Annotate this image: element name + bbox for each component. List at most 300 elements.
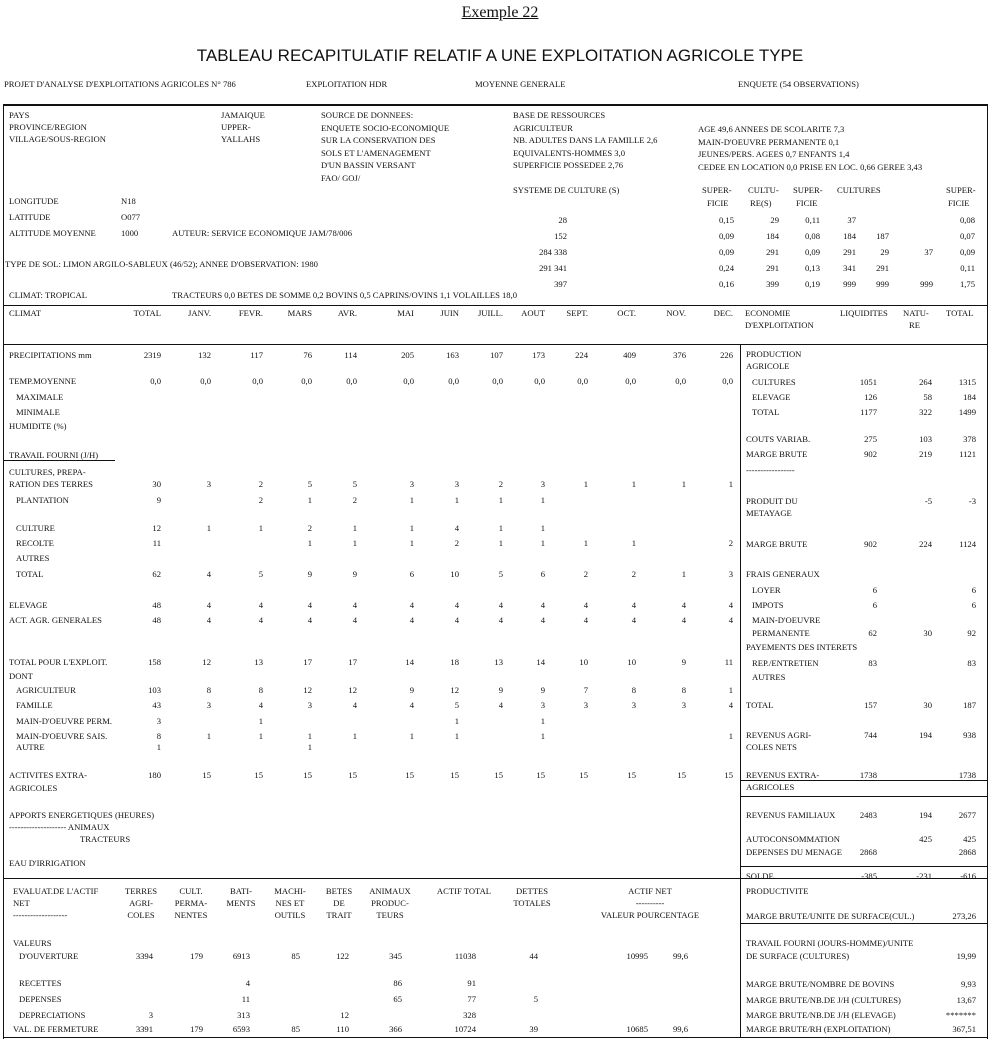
exemple-label: Exemple 22 [461, 4, 539, 21]
productivite-label: MARGE BRUTE/UNITE DE SURFACE(CUL.) [746, 911, 915, 921]
cell-value: 1 [258, 523, 263, 533]
actif-value: 11038 [454, 951, 476, 961]
economie-title: D'EXPLOITATION [745, 320, 814, 330]
economie-label: ----------------- [746, 465, 795, 475]
systeme-superficie: 0,16 [718, 279, 734, 289]
economie-label: LOYER [752, 585, 781, 595]
actif-value: 110 [336, 1024, 349, 1034]
economie-label: AUTOCONSOMMATION [746, 834, 840, 844]
cell-value: 13 [494, 657, 503, 667]
cell-value: 1 [540, 731, 545, 741]
latitude-label: LATITUDE [9, 212, 51, 222]
left-border [3, 104, 4, 1039]
base-line: AGRICULTEUR [513, 122, 573, 133]
actif-col-header: CULT. [179, 886, 203, 896]
productivite-label: MARGE BRUTE/RH (EXPLOITATION) [746, 1024, 891, 1034]
systeme-superficie3: 0,07 [959, 231, 975, 241]
actif-value: 345 [389, 951, 402, 961]
actif-col-header: AGRI- [129, 898, 153, 908]
cell-value: 62 [152, 569, 161, 579]
solde-rule [740, 866, 988, 867]
actif-col-header: TERRES [125, 886, 157, 896]
economie-total: 1121 [959, 449, 976, 459]
month-header: TOTAL [133, 308, 161, 318]
systeme-superficie3: 0,08 [959, 215, 975, 225]
cell-value: 48 [152, 600, 161, 610]
economie-label: IMPOTS [752, 600, 784, 610]
month-header: AVR. [337, 308, 357, 318]
cell-value: 4 [498, 600, 503, 610]
cell-value: 1 [540, 523, 545, 533]
cell-value: 15 [450, 770, 459, 780]
projet-label: PROJET D'ANALYSE D'EXPLOITATIONS AGRICOLES N° 786 [4, 79, 236, 89]
economie-label: REP./ENTRETIEN [752, 658, 819, 668]
cell-value: 1 [498, 495, 503, 505]
systeme-c1: 341 [843, 263, 856, 273]
systeme-c2: 291 [876, 263, 889, 273]
economie-label: CULTURES [752, 377, 796, 387]
cell-value: 1 [307, 731, 312, 741]
cell-value: 4 [728, 615, 733, 625]
actif-row-label: VAL. DE FERMETURE [13, 1024, 99, 1034]
cell-value: 1 [681, 569, 686, 579]
systeme-c1: 37 [847, 215, 856, 225]
actif-value: 44 [529, 951, 538, 961]
cell-value: 4 [206, 600, 211, 610]
systeme-code: 397 [554, 279, 567, 289]
right-border [987, 104, 988, 1039]
cell-value: 132 [198, 350, 211, 360]
cell-value: 0,0 [448, 376, 459, 386]
cell-value: 4 [454, 615, 459, 625]
cell-value: 1 [583, 538, 588, 548]
cell-value: 18 [450, 657, 459, 667]
cell-value: 12 [303, 685, 312, 695]
economie-liquidites: 2483 [859, 810, 877, 820]
actif-col-header: BETES [325, 886, 353, 896]
economie-liquidites: 6 [872, 585, 877, 595]
economie-label: REVENUS AGRI- [746, 730, 812, 740]
productivite-title: PRODUCTIVITE [746, 886, 809, 896]
cell-value: 1 [728, 731, 733, 741]
economie-nature: 425 [919, 834, 932, 844]
row-label: PLANTATION [16, 495, 69, 505]
cult-header: RE(S) [750, 198, 772, 208]
actif-col-header: TOTALES [513, 898, 551, 908]
actif-value: 6593 [232, 1024, 250, 1034]
cell-value: 0,0 [150, 376, 161, 386]
cell-value: 0,0 [492, 376, 503, 386]
cell-value: 3 [454, 479, 459, 489]
row-label: AGRICULTEUR [16, 685, 76, 695]
cell-value: 1 [307, 495, 312, 505]
sup2-header: SUPER- [793, 185, 823, 195]
source-line: D'UN BASSIN VERSANT [321, 160, 416, 170]
cell-value: 4 [258, 600, 263, 610]
economie-nature: 219 [919, 449, 932, 459]
cell-value: 17 [303, 657, 312, 667]
cell-value: 1 [352, 538, 357, 548]
cell-value: 10 [450, 569, 459, 579]
productivite-value: 19,99 [956, 951, 976, 961]
systeme-c1: 184 [843, 231, 856, 241]
systeme-code: 152 [554, 231, 567, 241]
economie-label: REVENUS EXTRA- [746, 770, 820, 780]
climat-title: CLIMAT [9, 308, 41, 318]
cell-value: 4 [540, 600, 545, 610]
cell-value: 117 [250, 350, 263, 360]
actif-value: 10995 [626, 951, 648, 961]
cell-value: 3 [307, 700, 312, 710]
actif-col-header: ---------- [635, 898, 665, 908]
cell-value: 1 [206, 731, 211, 741]
systeme-superficie2: 0,11 [805, 215, 820, 225]
economie-nature: 194 [919, 730, 932, 740]
row-label: CULTURES, PREPA- [9, 467, 86, 477]
row-label: TOTAL POUR L'EXPLOIT. [9, 657, 108, 667]
row-label: APPORTS ENERGETIQUES (HEURES) [9, 810, 155, 820]
economie-liquidites: -385 [861, 871, 877, 881]
cell-value: 2 [258, 495, 263, 505]
cell-value: 15 [579, 770, 588, 780]
actif-col-header: VALEUR POURCENTAGE [600, 910, 700, 920]
actif-value: 77 [467, 994, 476, 1004]
cell-value: 114 [344, 350, 357, 360]
economie-nature: 30 [923, 628, 932, 638]
economie-label: DEPENSES DU MENAGE [746, 847, 842, 857]
economie-liquidites: 62 [868, 628, 877, 638]
cell-value: 4 [258, 700, 263, 710]
cell-value: 15 [202, 770, 211, 780]
cell-value: 103 [148, 685, 161, 695]
systeme-c2: 29 [880, 247, 889, 257]
longitude-label: LONGITUDE [9, 196, 59, 206]
actif-header: EVALUAT.DE L'ACTIF [13, 886, 99, 896]
cell-value: 4 [583, 600, 588, 610]
row-label: HUMIDITE (%) [9, 421, 67, 431]
economie-label: MARGE BRUTE [746, 449, 808, 459]
cell-value: 2 [307, 523, 312, 533]
systeme-superficie: 0,09 [718, 231, 734, 241]
cell-value: 4 [409, 615, 414, 625]
cell-value: 6 [540, 569, 545, 579]
systeme-c3: 999 [920, 279, 933, 289]
cell-value: 3 [728, 569, 733, 579]
cell-value: 9 [681, 657, 686, 667]
revenus-rule [740, 780, 988, 781]
systeme-superficie3: 0,11 [960, 263, 975, 273]
cell-value: 15 [348, 770, 357, 780]
cell-value: 0,0 [534, 376, 545, 386]
economie-label: AUTRES [752, 672, 786, 682]
page-title: TABLEAU RECAPITULATIF RELATIF A UNE EXPLOITATION AGRICOLE TYPE [196, 46, 804, 65]
actif-header: ------------------- [13, 910, 68, 920]
systeme-culture: 291 [766, 263, 779, 273]
actif-value: 313 [237, 1010, 250, 1020]
cell-value: 0,0 [252, 376, 263, 386]
cell-value: 3 [540, 700, 545, 710]
animaux-line: TRACTEURS 0,0 BETES DE SOMME 0,2 BOVINS 0,5 CAPRINS/OVINS 1,1 VOLAILLES 18,0 [172, 290, 518, 300]
cell-value: 12 [202, 657, 211, 667]
economie-total: 1738 [958, 770, 976, 780]
row-label: ELEVAGE [9, 600, 48, 610]
base-line: BASE DE RESSOURCES [513, 110, 606, 120]
cell-value: 1 [409, 495, 414, 505]
cell-value: 8 [156, 731, 161, 741]
productivite-label: TRAVAIL FOURNI (JOURS-HOMME)/UNITE [746, 938, 914, 948]
actif-col-header: TRAIT [326, 910, 352, 920]
row-label: CULTURE [16, 523, 55, 533]
cell-value: 205 [401, 350, 414, 360]
actif-value: 99,6 [672, 1024, 688, 1034]
altitude-label: ALTITUDE MOYENNE [9, 228, 96, 238]
cell-value: 15 [536, 770, 545, 780]
actif-value: 179 [190, 1024, 203, 1034]
cell-value: 2319 [143, 350, 161, 360]
travail-underline [3, 460, 115, 461]
cell-value: 0,0 [625, 376, 636, 386]
productivite-value: 273,26 [952, 911, 976, 921]
actif-value: 91 [467, 978, 476, 988]
actif-value: 65 [393, 994, 402, 1004]
revenus-rule-2 [740, 796, 988, 797]
cultures-header: CULTURES [837, 185, 881, 195]
cell-value: 1 [307, 742, 312, 752]
cell-value: 4 [540, 615, 545, 625]
altitude-value: 1000 [121, 228, 139, 238]
systeme-superficie3: 1,75 [959, 279, 975, 289]
economie-label: METAYAGE [746, 508, 792, 518]
cell-value: 4 [681, 600, 686, 610]
economie-label: AGRICOLES [746, 782, 795, 792]
cell-value: 4 [258, 615, 263, 625]
cell-value: 15 [627, 770, 636, 780]
economie-nature: 264 [919, 377, 932, 387]
cell-value: 1 [258, 716, 263, 726]
actif-col-header: DE [333, 898, 345, 908]
cell-value: 15 [254, 770, 263, 780]
cell-value: 2 [498, 479, 503, 489]
cell-value: 1 [454, 716, 459, 726]
cell-value: 13 [254, 657, 263, 667]
cell-value: 4 [728, 600, 733, 610]
cell-value: 4 [498, 615, 503, 625]
month-header: AOUT [521, 308, 545, 318]
cell-value: 3 [206, 479, 211, 489]
sup3-header: FICIE [948, 198, 970, 208]
economie-liquidites: 902 [864, 449, 877, 459]
sup-header: SUPER- [702, 185, 732, 195]
cell-value: 1 [728, 685, 733, 695]
economie-liquidites: 1177 [860, 407, 877, 417]
cell-value: 2 [352, 495, 357, 505]
economie-total: 938 [963, 730, 976, 740]
economie-label: PAYEMENTS DES INTERETS [746, 642, 858, 652]
cell-value: 9 [156, 495, 161, 505]
pays-label: PAYS [9, 110, 30, 120]
cell-value: 3 [681, 700, 686, 710]
actif-col-header: ACTIF TOTAL [436, 886, 492, 896]
bottom-border [3, 1037, 988, 1038]
month-header: DEC. [713, 308, 733, 318]
cell-value: 0,0 [675, 376, 686, 386]
cell-value: 1 [498, 538, 503, 548]
sol-label: TYPE DE SOL: LIMON ARGILO-SABLEUX (46/52); ANNEE D'OBSERVATION: 1980 [5, 259, 318, 269]
cell-value: 4 [307, 600, 312, 610]
sup3-header: SUPER- [946, 185, 976, 195]
cell-value: 1 [540, 538, 545, 548]
row-label: MAIN-D'OEUVRE PERM. [16, 716, 113, 726]
economie-total: 6 [971, 600, 976, 610]
actif-col-header: DETTES [516, 886, 548, 896]
cell-value: 0,0 [577, 376, 588, 386]
cell-value: 4 [409, 700, 414, 710]
row-label: TOTAL [16, 569, 44, 579]
cell-value: 2 [583, 569, 588, 579]
actif-value: 85 [291, 1024, 300, 1034]
cell-value: 15 [677, 770, 686, 780]
row-label: RATION DES TERRES [9, 479, 93, 489]
cell-value: 30 [152, 479, 161, 489]
month-header: JUILL. [477, 308, 503, 318]
nature-header: NATU- [903, 308, 929, 318]
systeme-code: 284 338 [539, 247, 567, 257]
row-label: AUTRES [16, 553, 50, 563]
economie-label: PRODUCTION [746, 349, 802, 359]
economie-total: 6 [971, 585, 976, 595]
source-line: ENQUETE SOCIO-ECONOMIQUE [321, 122, 450, 133]
cell-value: 0,0 [200, 376, 211, 386]
actif-value: 12 [340, 1010, 349, 1020]
cell-value: 15 [405, 770, 414, 780]
cell-value: 4 [409, 600, 414, 610]
cell-value: 15 [494, 770, 503, 780]
economie-label: AGRICOLE [746, 361, 790, 371]
productivite-value: 9,93 [960, 979, 976, 989]
economie-liquidites: 275 [864, 434, 877, 444]
village-label: VILLAGE/SOUS-REGION [9, 134, 106, 144]
cell-value: 43 [152, 700, 161, 710]
cell-value: 1 [352, 731, 357, 741]
cell-value: 12 [450, 685, 459, 695]
total-header: TOTAL [946, 308, 974, 318]
enquete-label: ENQUETE (54 OBSERVATIONS) [738, 79, 859, 89]
actif-value: 85 [291, 951, 300, 961]
actif-value: 99,6 [672, 951, 688, 961]
systeme-c2: 187 [876, 231, 889, 241]
row-label: PRECIPITATIONS mm [9, 350, 92, 360]
productivite-value: ******* [945, 1010, 976, 1020]
economie-liquidites: 2868 [859, 847, 877, 857]
cell-value: 3 [631, 700, 636, 710]
actif-value: 3391 [135, 1024, 153, 1034]
month-header: SEPT. [566, 308, 588, 318]
top-border [3, 104, 988, 106]
economie-title: ECONOMIE [745, 308, 791, 318]
cell-value: 1 [409, 731, 414, 741]
cell-value: 12 [348, 685, 357, 695]
systeme-superficie: 0,15 [718, 215, 734, 225]
economie-total: 1499 [958, 407, 976, 417]
cell-value: 5 [352, 479, 357, 489]
row-label: TRACTEURS [80, 834, 131, 844]
cell-value: 4 [352, 700, 357, 710]
cult-header: CULTU- [748, 185, 779, 195]
cell-value: 9 [540, 685, 545, 695]
actif-value: 5 [533, 994, 538, 1004]
economie-total: 1124 [959, 539, 976, 549]
economie-label: TOTAL [752, 407, 780, 417]
actif-row-label: D'OUVERTURE [19, 951, 79, 961]
sup2-header: FICIE [796, 198, 818, 208]
cell-value: 11 [724, 657, 733, 667]
liquidites-header: LIQUIDITES [840, 308, 888, 318]
economie-nature: -5 [924, 496, 932, 506]
actif-row-label: DEPENSES [19, 994, 62, 1004]
month-header: OCT. [617, 308, 636, 318]
economie-total: -616 [960, 871, 976, 881]
cell-value: 4 [728, 700, 733, 710]
cell-value: 1 [307, 538, 312, 548]
moyenne-label: MOYENNE GENERALE [475, 79, 566, 89]
actif-value: 10724 [454, 1024, 476, 1034]
cell-value: 4 [583, 615, 588, 625]
cell-value: 1 [454, 495, 459, 505]
cell-value: 3 [540, 479, 545, 489]
row-label: TEMP.MOYENNE [9, 376, 77, 386]
cell-value: 224 [575, 350, 588, 360]
cell-value: 9 [352, 569, 357, 579]
cell-value: 4 [352, 615, 357, 625]
economie-liquidites: 902 [864, 539, 877, 549]
climat-tropical: CLIMAT: TROPICAL [9, 290, 87, 300]
source-line: FAO/ GOJ/ [321, 172, 361, 183]
row-label: AUTRE [16, 742, 45, 752]
productivite-divider [740, 878, 741, 1038]
actif-value: 3 [148, 1010, 153, 1020]
economie-label: TOTAL [746, 700, 774, 710]
cell-value: 14 [405, 657, 414, 667]
cell-value: 0,0 [722, 376, 733, 386]
cell-value: 48 [152, 615, 161, 625]
base-line: EQUIVALENTS-HOMMES 3,0 [513, 147, 626, 158]
cell-value: 9 [409, 685, 414, 695]
row-label: MAXIMALE [16, 392, 64, 402]
row-label: ACT. AGR. GENERALES [9, 615, 102, 625]
month-header: JANV. [187, 308, 211, 318]
systeme-code: 291 341 [539, 263, 567, 273]
cell-value: 1 [540, 716, 545, 726]
systeme-culture: 184 [766, 231, 779, 241]
cell-value: 15 [724, 770, 733, 780]
economie-liquidites: 83 [868, 658, 877, 668]
systeme-superficie2: 0,19 [804, 279, 820, 289]
economie-nature: 322 [919, 407, 932, 417]
cell-value: 1 [728, 479, 733, 489]
cell-value: 17 [348, 657, 357, 667]
economie-label: ELEVAGE [752, 392, 791, 402]
economie-label: FRAIS GENERAUX [746, 569, 820, 579]
pays-value: JAMAIQUE [221, 110, 265, 120]
actif-value: 4 [245, 978, 250, 988]
systeme-c1: 291 [843, 247, 856, 257]
cell-value: 8 [206, 685, 211, 695]
cell-value: 5 [498, 569, 503, 579]
productivite-label: MARGE BRUTE/NB.DE J/H (ELEVAGE) [746, 1010, 896, 1020]
economie-label: MAIN-D'OEUVRE [752, 615, 821, 625]
cell-value: 2 [728, 538, 733, 548]
economie-nature: 103 [919, 434, 932, 444]
